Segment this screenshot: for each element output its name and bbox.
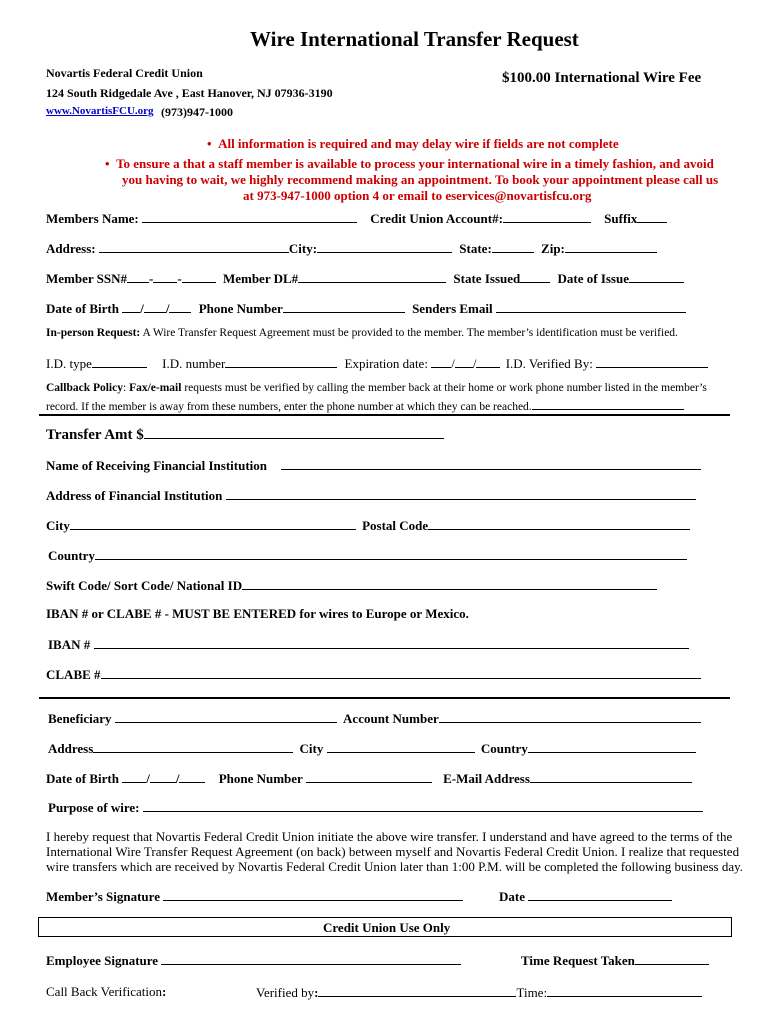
- verified-by-field[interactable]: Verified by: Time:: [256, 984, 702, 1001]
- callback-policy-line1: Callback Policy: Fax/e-mail requests must be verified by calling the member back at their home or work phone number listed in the member’s: [46, 382, 707, 394]
- notice-appointment-2: you having to wait, we highly recommend making an appointment. To book your appointment please call us: [122, 172, 719, 187]
- agreement-line-1: I hereby request that Novartis Federal Credit Union initiate the above wire transfer. I understand and have agreed to the terms of the: [46, 829, 733, 844]
- agreement-line-2: International Wire Transfer Request Agreement (on back) between myself and Novartis Federal Credit Union. I realize that requested: [46, 844, 740, 859]
- agreement-line-3: wire transfers which are received by Novartis Federal Credit Union later than 1:00 P.M. will be completed the following business day.: [46, 859, 744, 874]
- time-request-taken-field[interactable]: Time Request Taken: [521, 952, 709, 969]
- members-name-field[interactable]: Members Name: Credit Union Account#: Suffix: [46, 210, 667, 227]
- call-back-verification-label: Call Back Verification:: [46, 984, 167, 999]
- in-person-request-text: In-person Request: A Wire Transfer Request Agreement must be provided to the member. The member’s identification must be verified.: [46, 327, 678, 339]
- beneficiary-field[interactable]: Beneficiary Account Number: [48, 710, 701, 727]
- transfer-amount-field[interactable]: Transfer Amt $: [46, 424, 444, 444]
- member-address-field[interactable]: Address: City: State: Zip:: [46, 240, 657, 257]
- swift-code-field[interactable]: Swift Code/ Sort Code/ National ID: [46, 577, 657, 594]
- org-name: Novartis Federal Credit Union: [46, 66, 203, 80]
- section-divider: [39, 414, 730, 416]
- member-ssn-field[interactable]: Member SSN# - - Member DL# State Issued Date of Issue: [46, 270, 684, 287]
- bullet-icon: •: [207, 136, 219, 151]
- institution-city-field[interactable]: City Postal Code: [46, 517, 690, 534]
- org-phone: (973)947-1000: [161, 105, 233, 119]
- iban-field[interactable]: IBAN #: [48, 636, 689, 653]
- callback-policy-line2: record. If the member is away from these numbers, enter the phone number at which they can be reached.: [46, 397, 684, 413]
- org-address: 124 South Ridgedale Ave , East Hanover, NJ 07936-3190: [46, 86, 333, 100]
- member-signature-field[interactable]: Member’s Signature: [46, 888, 463, 905]
- beneficiary-address-field[interactable]: Address City Country: [48, 740, 696, 757]
- id-verification-fields[interactable]: I.D. type I.D. number Expiration date: / / I.D. Verified By:: [46, 355, 708, 372]
- credit-union-use-heading: Credit Union Use Only: [323, 920, 451, 935]
- section-divider: [39, 697, 730, 699]
- beneficiary-dob-field[interactable]: Date of Birth / / Phone Number E-Mail Address: [46, 770, 692, 787]
- employee-signature-field[interactable]: Employee Signature: [46, 952, 461, 969]
- notice-appointment-3: at 973-947-1000 option 4 or email to eservices@novartisfcu.org: [243, 188, 592, 203]
- bullet-icon: •: [105, 156, 117, 171]
- clabe-field[interactable]: CLABE #: [46, 666, 701, 683]
- wire-fee: $100.00 International Wire Fee: [502, 70, 702, 86]
- purpose-of-wire-field[interactable]: Purpose of wire:: [48, 799, 703, 816]
- page-title: Wire International Transfer Request: [250, 27, 579, 51]
- receiving-institution-field[interactable]: Name of Receiving Financial Institution: [46, 457, 701, 474]
- institution-country-field[interactable]: Country: [48, 547, 687, 564]
- institution-address-field[interactable]: Address of Financial Institution: [46, 487, 696, 504]
- member-dob-field[interactable]: Date of Birth / / Phone Number Senders Email: [46, 300, 686, 317]
- notice-required: • All information is required and may delay wire if fields are not complete: [207, 136, 619, 151]
- website-link[interactable]: www.NovartisFCU.org: [46, 105, 154, 117]
- member-date-field[interactable]: Date: [499, 888, 672, 905]
- notice-appointment-1: • To ensure a that a staff member is available to process your international wire in a timely fashion, and avoid: [105, 156, 714, 171]
- iban-clabe-note: IBAN # or CLABE # - MUST BE ENTERED for wires to Europe or Mexico.: [46, 606, 469, 621]
